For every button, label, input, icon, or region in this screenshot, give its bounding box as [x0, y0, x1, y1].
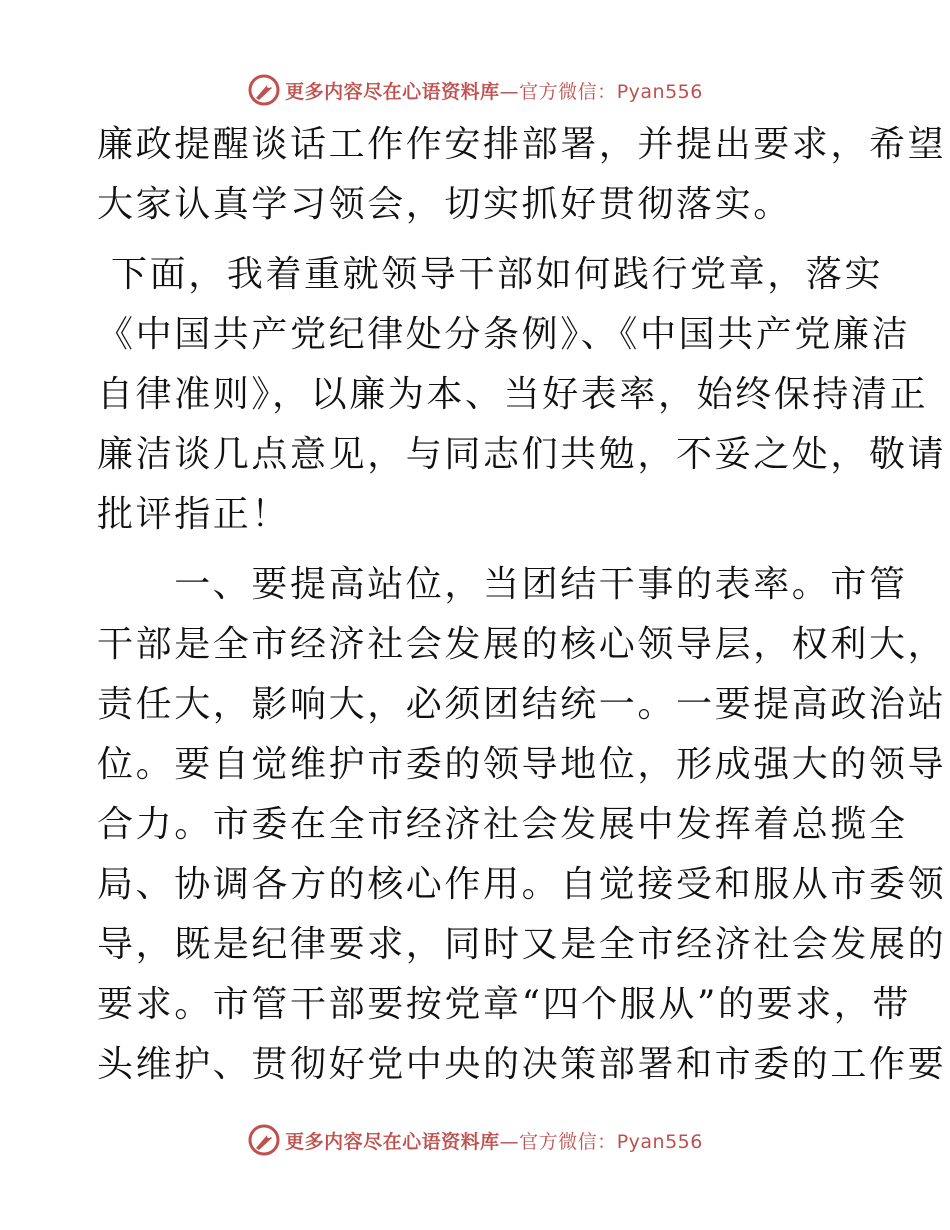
watermark-wechat-id: Pyan556: [616, 80, 703, 103]
watermark-wechat-label: 官方微信：: [519, 1130, 617, 1153]
watermark-separator: —: [499, 1130, 520, 1153]
watermark-text: [285, 77, 703, 104]
text-line: 《中国共产党纪律处分条例》、《中国共产党廉洁: [97, 314, 911, 355]
pen-nib-icon: [247, 73, 281, 107]
text-line: 头维护、贯彻好党中央的决策部署和市委的工作要: [97, 1044, 947, 1085]
text-line: 下面，我着重就领导干部如何践行党章，落实: [97, 254, 884, 295]
paragraph: [97, 245, 947, 545]
text-line: 要求。市管干部要按党章“四个服从”的要求，带: [97, 984, 912, 1025]
paragraph: [97, 115, 947, 235]
watermark-wechat-id: Pyan556: [616, 1130, 703, 1153]
text-line: 导，既是纪律要求，同时又是全市经济社会发展的: [97, 924, 947, 965]
document-body: [97, 115, 947, 1095]
text-line: 廉洁谈几点意见，与同志们共勉，不妥之处，敬请: [97, 434, 947, 475]
text-line: 合力。市委在全市经济社会发展中发挥着总揽全: [97, 804, 908, 845]
header-watermark: [0, 70, 950, 110]
text-line: 位。要自觉维护市委的领导地位，形成强大的领导: [97, 744, 947, 785]
text-line: 批评指正！: [97, 494, 291, 535]
text-line: 一、要提高站位，当团结干事的表率。市管: [97, 564, 908, 605]
text-line: 大家认真学习领会，切实抓好贯彻落实。: [97, 184, 792, 225]
watermark-separator: —: [499, 80, 520, 103]
watermark-text: [285, 1127, 703, 1154]
pen-nib-icon: [247, 1123, 281, 1157]
text-line: 责任大，影响大，必须团结统一。一要提高政治站: [97, 684, 947, 725]
text-line: 局、协调各方的核心作用。自觉接受和服从市委领: [97, 864, 947, 905]
text-line: 廉政提醒谈话工作作安排部署，并提出要求，希望: [97, 124, 947, 165]
text-line: 干部是全市经济社会发展的核心领导层，权利大，: [97, 624, 947, 665]
footer-watermark: [0, 1120, 950, 1160]
watermark-site-text: 更多内容尽在心语资料库: [285, 80, 500, 103]
paragraph: [97, 555, 947, 1095]
watermark-wechat-label: 官方微信：: [519, 80, 617, 103]
watermark-site-text: 更多内容尽在心语资料库: [285, 1130, 500, 1153]
text-line: 自律准则》，以廉为本、当好表率，始终保持清正: [97, 374, 929, 415]
